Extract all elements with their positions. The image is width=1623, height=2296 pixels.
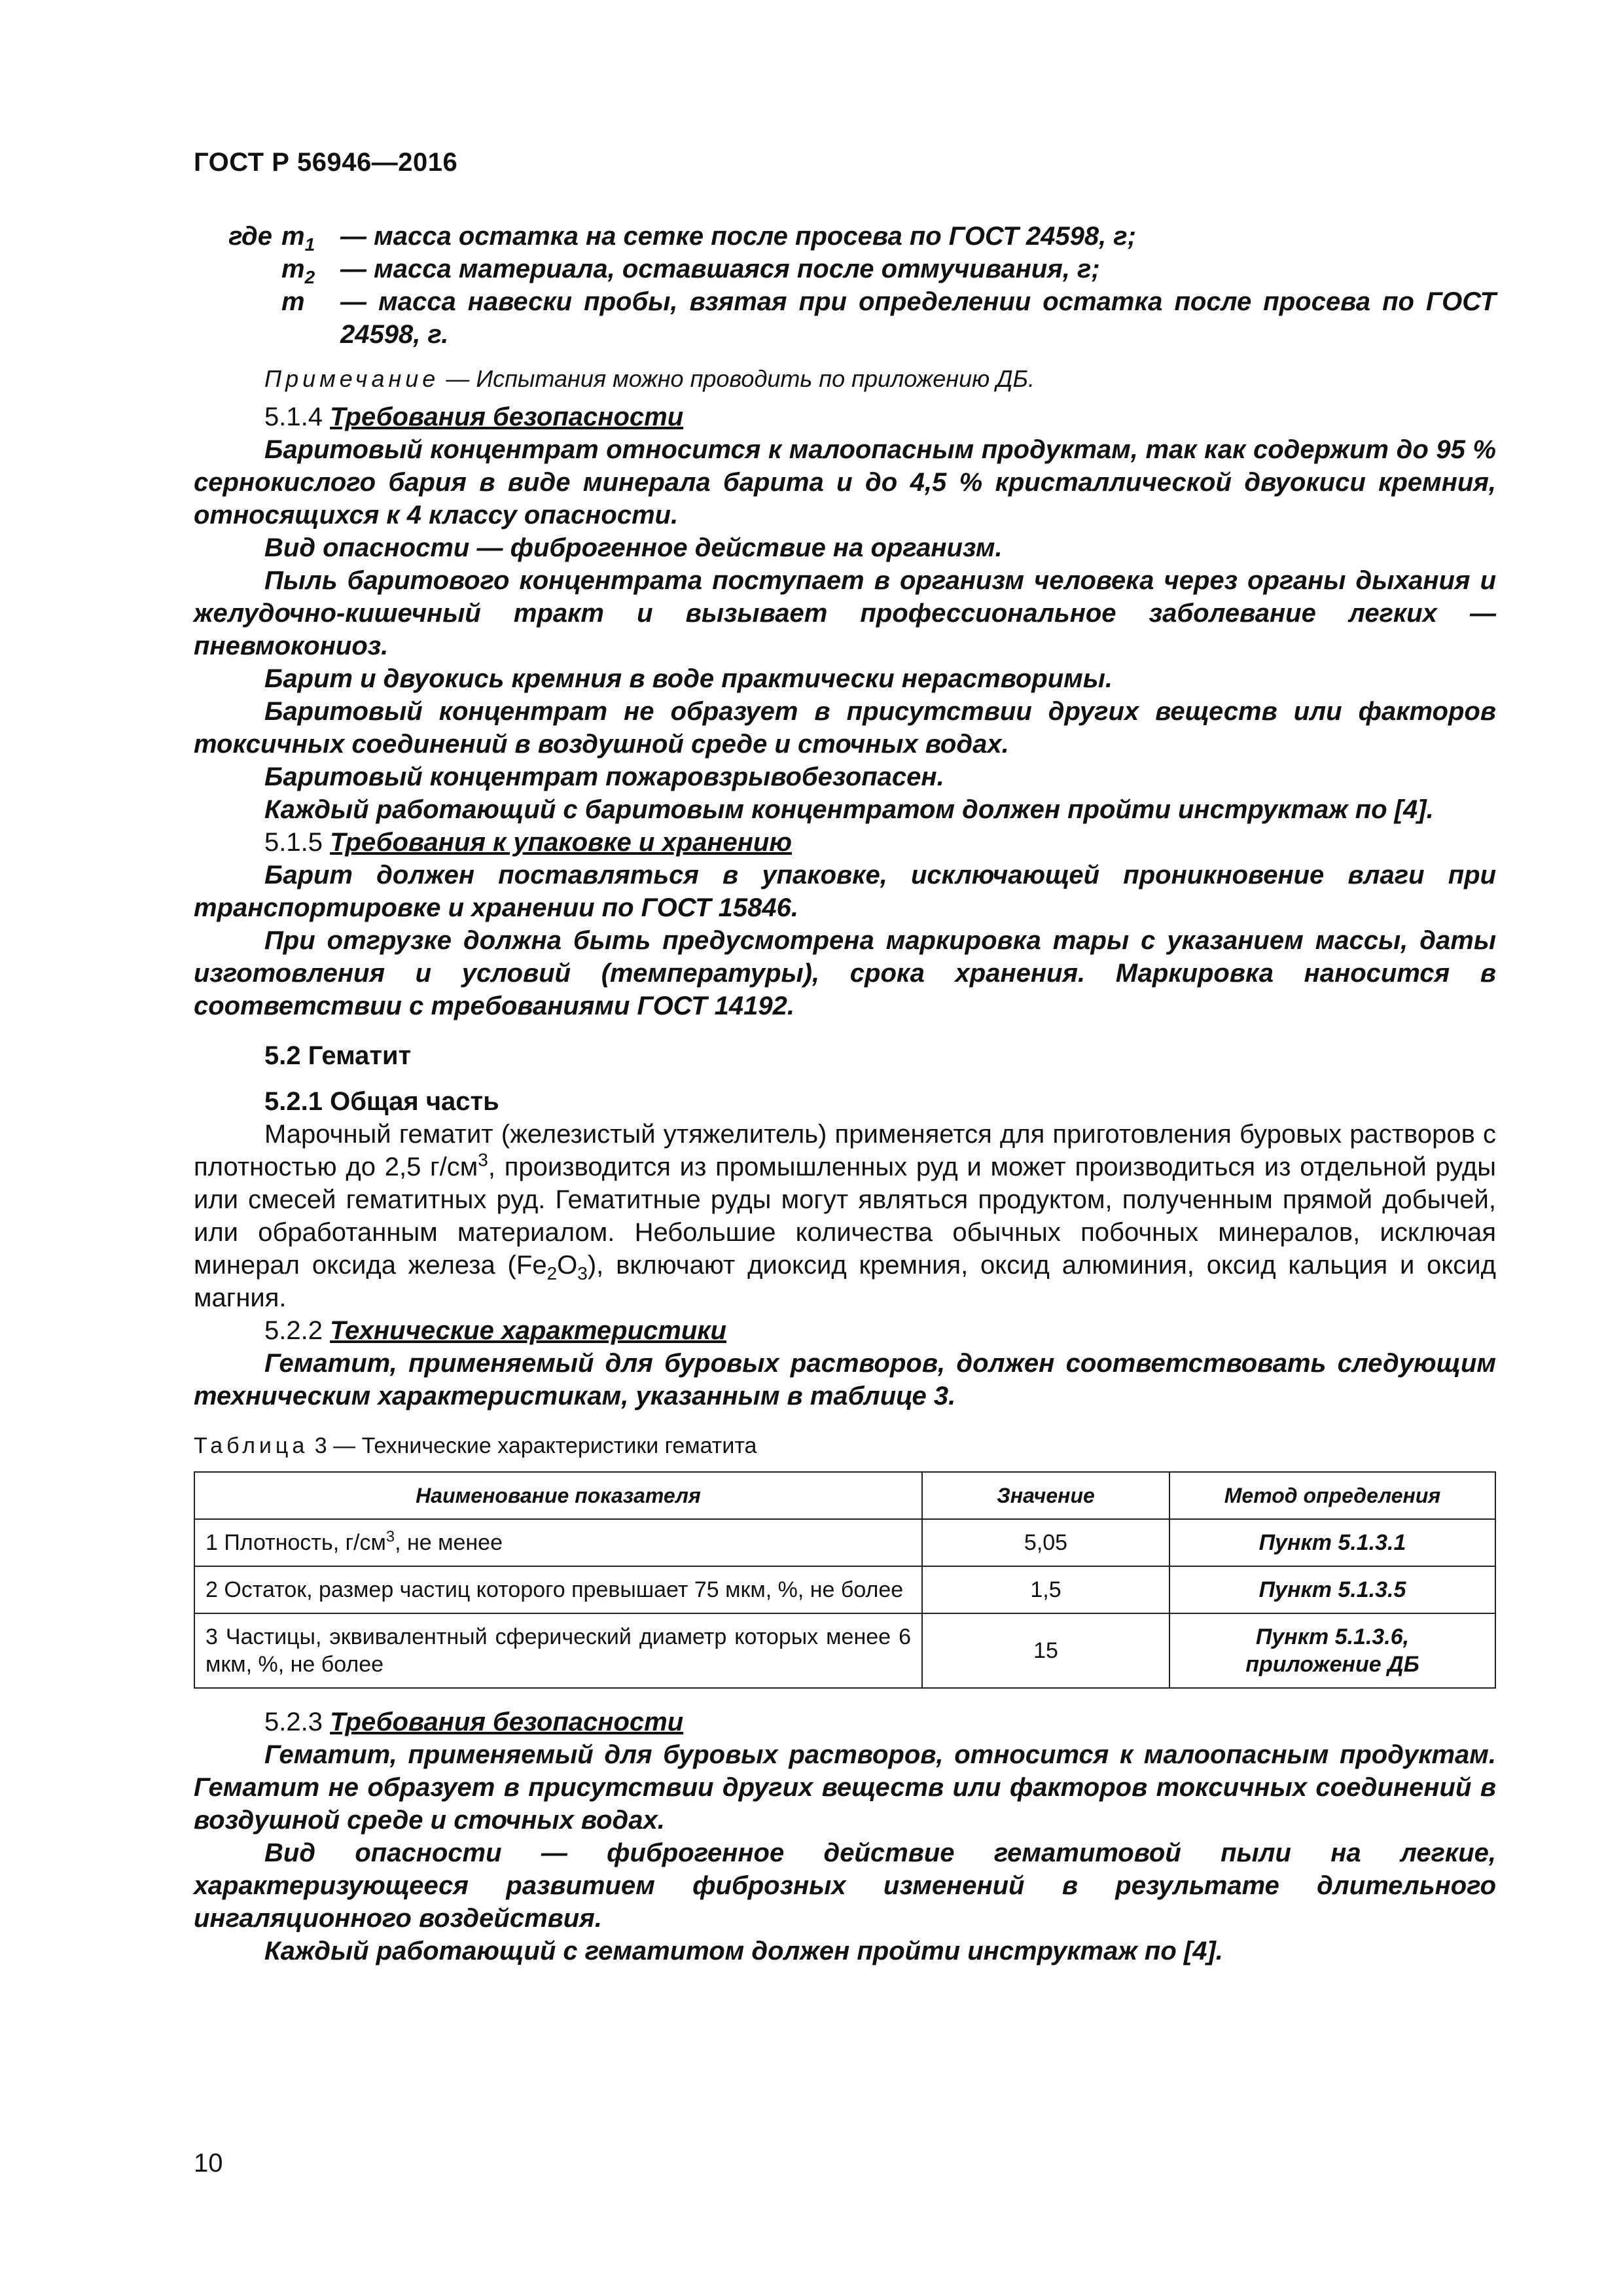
note-text: — Испытания можно проводить по приложению ДБ. [446,365,1035,392]
section-heading-5-2-2 [194,1314,1496,1347]
paragraph: Барит должен поставляться в упаковке, исключающей проникновение влаги при транспортировке и хранении по ГОСТ 15846. [194,861,1496,922]
page-content [194,220,1496,1967]
section-heading-5-1-4 [194,401,1496,433]
section-number: 5.2.3 [264,1708,323,1736]
table-header-row [194,1472,1495,1519]
definition-dash: — [340,255,366,283]
definition-row [194,220,1496,253]
paragraph: Гематит, применяемый для буровых растворов, должен соответствовать следующим техническим характеристикам, указанным в таблице 3. [194,1349,1496,1410]
section-heading-5-2-1: 5.2.1 Общая часть [264,1087,499,1116]
paragraph: Вид опасности — фиброгенное действие на организм. [264,533,1003,562]
table-cell: 15 [922,1613,1169,1688]
paragraph: Баритовый концентрат относится к малоопасным продуктам, так как содержит до 95 % сернокислого бария в виде минерала барита и до 4,5 % кристаллической двуокиси кремния, относящихся к 4 классу опасности. [194,435,1496,529]
section-heading-5-1-5 [194,826,1496,859]
paragraph: Марочный гематит (железистый утяжелитель) применяется для приготовления буровых растворов с плотностью до 2,5 $г/см^3$, производится из промышленных руд и может производиться из отдельной руды или смесей гематитных руд. Гематитные руды могут являться продуктом, полученным прямой добычей, или обработанным материалом. Небольшие количества обычных побочных минералов, исключая минерал оксида железа $(Fe_2O_3)$, включают диоксид кремния, оксид алюминия, оксид кальция и оксид магния. [194,1120,1496,1312]
section-title: Технические характеристики [330,1316,726,1345]
page-number: 10 [194,2149,223,2178]
table-cell: 5,05 [922,1519,1169,1566]
definition-symbol: m [281,255,305,283]
definition-symbol: m [281,287,305,316]
document-header: ГОСТ Р 56946—2016 [194,148,458,177]
table-caption-text: 3 — Технические характеристики гематита [314,1433,757,1458]
definition-lead: где [228,222,272,251]
characteristics-table [194,1471,1496,1689]
paragraph: При отгрузке должна быть предусмотрена маркировка тары с указанием массы, даты изготовления и условий (температуры), срока хранения. Маркировка наносится в соответствии с требованиями ГОСТ 14192. [194,926,1496,1020]
paragraph: Барит и двуокись кремния в воде практически нерастворимы. [264,664,1113,693]
table-header-cell: Метод определения [1169,1472,1495,1519]
table-cell: 2 Остаток, размер частиц которого превышает 75 мкм, %, не более [194,1566,922,1613]
table-cell: 1 Плотность, $г/см^3$, не менее [194,1519,922,1566]
definition-row [194,253,1496,285]
note-label: Примечание [264,365,440,392]
definition-row [194,285,1496,351]
paragraph: Каждый работающий с баритовым концентратом должен пройти инструктаж по [4]. [264,795,1434,824]
table-row [194,1519,1495,1566]
table-row [194,1566,1495,1613]
paragraph: Каждый работающий с гематитом должен пройти инструктаж по [4]. [264,1937,1223,1965]
section-number: 5.1.4 [264,403,323,431]
section-title: Требования безопасности [330,1708,684,1736]
section-title: Требования безопасности [330,403,684,431]
section-heading-5-2: 5.2 Гематит [264,1041,412,1070]
table-cell: Пункт 5.1.3.6, приложение ДБ [1169,1613,1495,1688]
table-cell: 1,5 [922,1566,1169,1613]
paragraph: Вид опасности — фиброгенное действие гематитовой пыли на легкие, характеризующееся развитием фиброзных изменений в результате длительного ингаляционного воздействия. [194,1839,1496,1933]
definition-text: масса материала, оставшаяся после отмучивания, г; [374,255,1100,283]
table-cell: Пункт 5.1.3.1 [1169,1519,1495,1566]
table-caption [194,1429,1496,1462]
definition-dash: — [340,222,366,251]
section-number: 5.1.5 [264,828,323,857]
paragraph: Гематит, применяемый для буровых растворов, относится к малоопасным продуктам. Гематит не образует в присутствии других веществ или факторов токсичных соединений в воздушной среде и сточных водах. [194,1740,1496,1835]
table-header-cell: Наименование показателя [194,1472,922,1519]
paragraph: Баритовый концентрат не образует в присутствии других веществ или факторов токсичных соединений в воздушной среде и сточных водах. [194,697,1496,759]
table-cell: 3 Частицы, эквивалентный сферический диаметр которых менее 6 мкм, %, не более [194,1613,922,1688]
table-header-cell: Значение [922,1472,1169,1519]
definition-subscript: 1 [304,234,315,255]
definition-symbol: m [281,222,305,251]
definition-text: масса остатка на сетке после просева по ГОСТ 24598, г; [374,222,1136,251]
section-number: 5.2.2 [264,1316,323,1345]
paragraph: Баритовый концентрат пожаровзрывобезопасен. [264,762,944,791]
definition-text: масса навески пробы, взятая при определении остатка после просева по ГОСТ 24598, г. [340,287,1496,349]
table-cell: Пункт 5.1.3.5 [1169,1566,1495,1613]
definition-dash: — [340,287,366,316]
definition-subscript: 2 [304,267,315,287]
note [194,363,1496,395]
section-heading-5-2-3 [194,1706,1496,1738]
table-caption-label: Таблица [194,1433,309,1458]
paragraph: Пыль баритового концентрата поступает в организм человека через органы дыхания и желудочно-кишечный тракт и вызывает профессиональное заболевание легких — пневмокониоз. [194,566,1496,660]
formula-definitions [194,220,1496,351]
section-title: Требования к упаковке и хранению [330,828,792,857]
table-row [194,1613,1495,1688]
